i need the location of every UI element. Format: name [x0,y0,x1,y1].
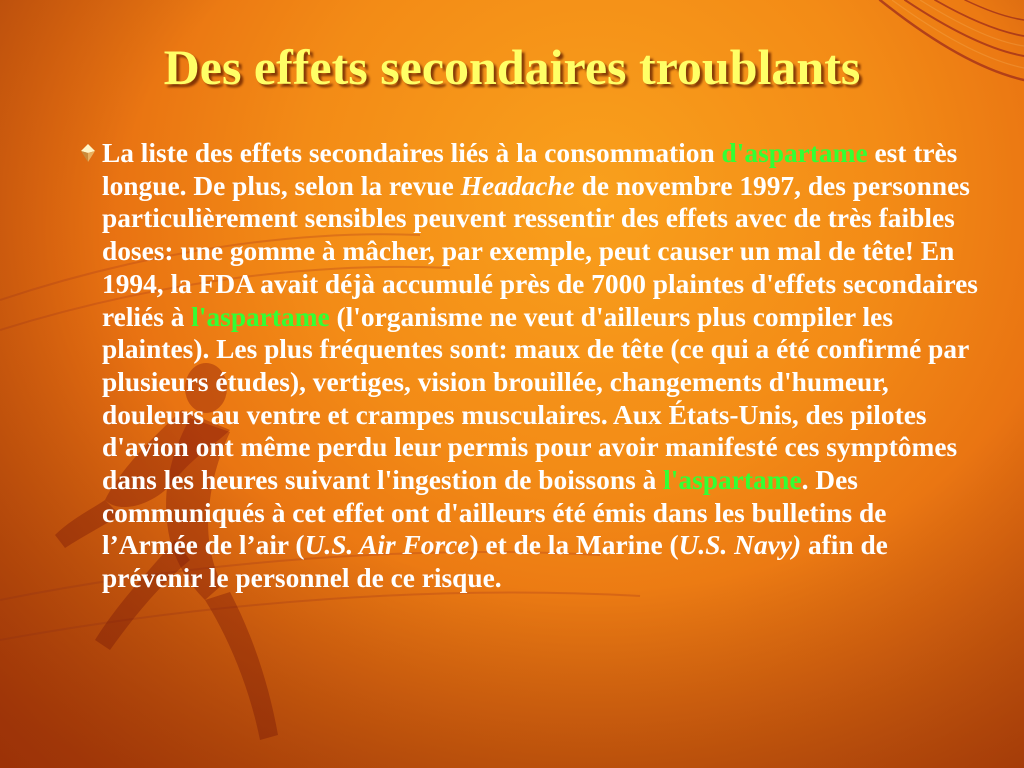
italic-reference: U.S. Navy) [678,530,802,561]
body-text-run: afin de prévenir le personnel de ce risque. [102,530,888,594]
body-text-run: est très longue. De plus, selon la revue [102,138,958,201]
body-text-run: (l'organisme ne veut d'ailleurs plus compiler les plaintes). Les plus fréquentes sont: maux de tête (ce qui a été confirmé par plusieurs études), vertiges, vision brouillée, changements d'humeur, douleurs au ventre et crampes musculaires. Aux États-Unis, des pilotes d'avion ont même perdu leur permis pour avoir manifesté ces symptômes dans les heures suivant l'ingestion de boissons à [102,301,969,496]
diamond-bullet-icon [80,143,96,163]
italic-reference: U.S. Air Force [304,530,470,561]
highlighted-term: l'aspartame [663,465,802,496]
body-paragraph [102,137,984,595]
body-text-run: La liste des effets secondaires liés à la consommation [102,138,722,168]
body-text-run: . Des communiqués à cet effet ont d'ailleurs été émis dans les bulletins de l’Armée de l’air ( [102,465,887,561]
highlighted-term: d'aspartame [721,138,868,168]
body-text-run: ) et de la Marine ( [469,530,679,561]
body-text-run: de novembre 1997, des personnes particulièrement sensibles peuvent ressentir des effets avec de très faibles doses: une gomme à mâcher, par exemple, peut causer un mal de tête! En 1994, la FDA avait déjà accumulé près de 7000 plaintes d'effets secondaires reliés à [102,170,978,332]
italic-reference: Headache [460,170,575,201]
slide-title: Des effets secondaires troublants [163,39,861,95]
highlighted-term: l'aspartame [191,301,330,332]
